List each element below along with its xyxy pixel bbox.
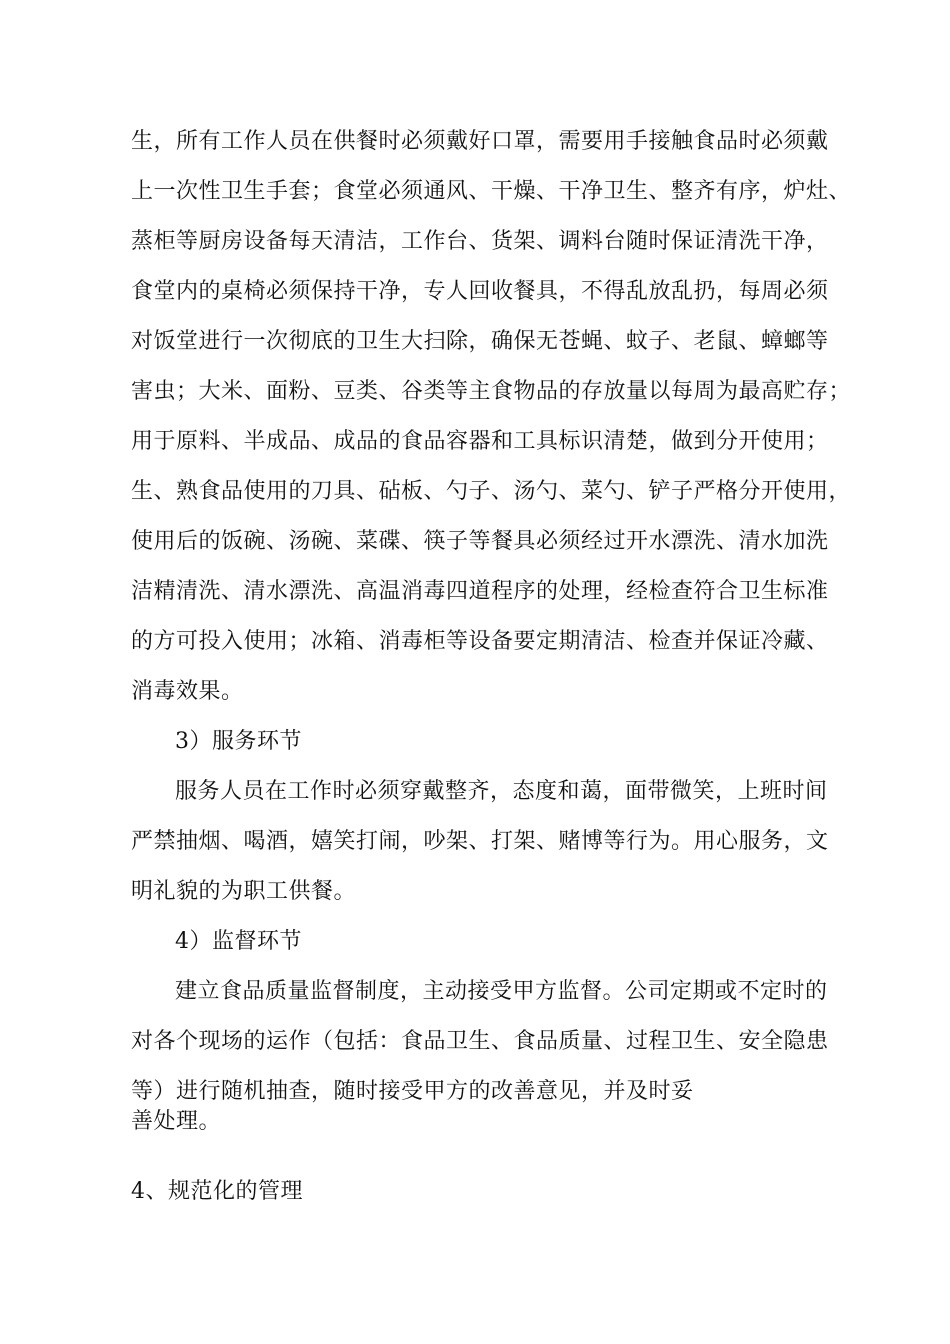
paragraph-line: 消毒效果。 (131, 679, 244, 704)
paragraph-line: 建立食品质量监督制度，主动接受甲方监督。公司定期或不定时的 (175, 979, 828, 1004)
section-heading: 4、规范化的管理 (131, 1179, 303, 1204)
paragraph-line: 对饭堂进行一次彻底的卫生大扫除，确保无苍蝇、蚊子、老鼠、蟑螂等 (131, 329, 829, 354)
paragraph-line: 对各个现场的运作（包括：食品卫生、食品质量、过程卫生、安全隐患 (131, 1029, 829, 1054)
paragraph-line: 蒸柜等厨房设备每天清洁，工作台、货架、调料台随时保证清洗干净， (131, 229, 829, 254)
paragraph-line: 生、熟食品使用的刀具、砧板、勺子、汤勺、菜勺、铲子严格分开使用， (131, 479, 852, 504)
paragraph-line: 善处理。 (131, 1109, 222, 1134)
paragraph-line: 害虫；大米、面粉、豆类、谷类等主食物品的存放量以每周为最高贮存； (131, 379, 852, 404)
paragraph-line: 生，所有工作人员在供餐时必须戴好口罩，需要用手接触食品时必须戴 (131, 129, 829, 154)
paragraph-line: 用于原料、半成品、成品的食品容器和工具标识清楚，做到分开使用； (131, 429, 829, 454)
paragraph-line: 上一次性卫生手套；食堂必须通风、干燥、干净卫生、整齐有序，炉灶、 (131, 179, 852, 204)
paragraph-line: 洁精清洗、清水漂洗、高温消毒四道程序的处理，经检查符合卫生标准 (131, 579, 829, 604)
paragraph-line: 严禁抽烟、喝酒，嬉笑打闹，吵架、打架、赌博等行为。用心服务，文 (131, 829, 829, 854)
subheading-service: 3）服务环节 (175, 729, 302, 754)
paragraph-line: 食堂内的桌椅必须保持干净，专人回收餐具，不得乱放乱扔，每周必须 (131, 279, 829, 304)
paragraph-line: 服务人员在工作时必须穿戴整齐，态度和蔼，面带微笑，上班时间 (175, 779, 828, 804)
paragraph-line: 使用后的饭碗、汤碗、菜碟、筷子等餐具必须经过开水漂洗、清水加洗 (131, 529, 829, 554)
paragraph-line: 的方可投入使用；冰箱、消毒柜等设备要定期清洁、检查并保证冷藏、 (131, 629, 829, 654)
subheading-supervision: 4）监督环节 (175, 929, 302, 954)
paragraph-line: 明礼貌的为职工供餐。 (131, 879, 357, 904)
paragraph-line: 等）进行随机抽查，随时接受甲方的改善意见，并及时妥 (131, 1079, 694, 1104)
